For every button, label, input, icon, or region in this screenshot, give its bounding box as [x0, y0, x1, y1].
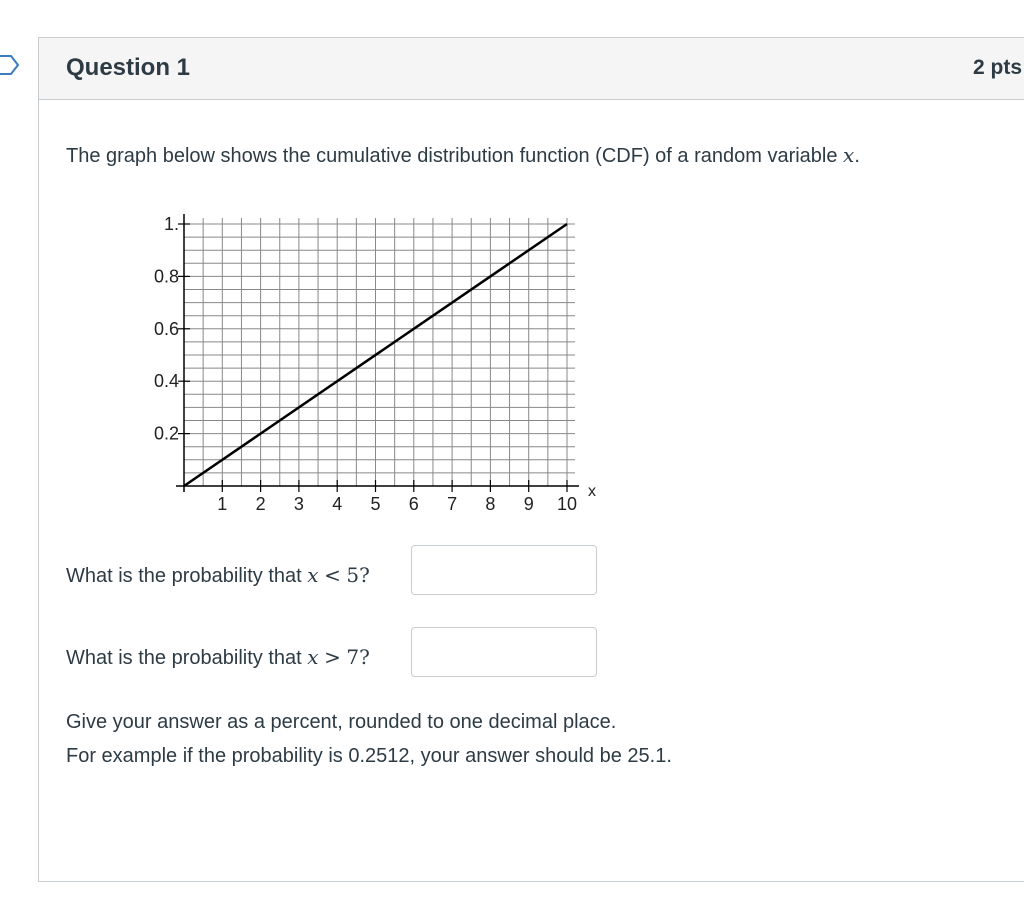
prompt-1-suffix: ? — [359, 563, 370, 587]
question-header — [39, 38, 1024, 100]
x-tick-label: 3 — [293, 494, 304, 514]
cdf-chart — [105, 213, 605, 533]
prompt-2-op: > — [324, 645, 341, 669]
bookmark-flag-icon[interactable] — [0, 54, 20, 76]
prompt-2-num: 7 — [346, 645, 360, 669]
prompt-1-num: 5 — [346, 563, 360, 587]
x-tick-label: 7 — [447, 494, 458, 514]
intro-variable: x — [843, 143, 855, 167]
prompt-2-prefix: What is the probability that — [66, 647, 302, 669]
instruction-line-1: Give your answer as a percent, rounded to one decimal place. — [66, 711, 617, 733]
question-prompt-1 — [66, 563, 370, 588]
y-tick-label: 0.6 — [153, 318, 179, 339]
question-prompt-2 — [66, 645, 370, 670]
y-tick-label: 0.4 — [153, 371, 179, 392]
y-tick-label: 0.2 — [153, 423, 179, 444]
x-tick-label: 5 — [370, 494, 381, 514]
prompt-2-var: x — [307, 645, 319, 669]
prompt-2-suffix: ? — [359, 645, 370, 669]
y-tick-label: 0.8 — [153, 266, 179, 287]
y-tick-label: 1. — [163, 214, 179, 234]
x-tick-label: 2 — [255, 494, 266, 514]
x-axis-label: x — [588, 483, 596, 500]
prompt-1-var: x — [307, 563, 319, 587]
answer-input-2[interactable] — [411, 627, 597, 677]
answer-input-1[interactable] — [411, 545, 597, 595]
instruction-line-2: For example if the probability is 0.2512, your answer should be 25.1. — [66, 745, 672, 767]
x-tick-label: 10 — [556, 494, 578, 514]
x-tick-label: 8 — [485, 494, 496, 514]
x-tick-label: 9 — [523, 494, 534, 514]
intro-text: The graph below shows the cumulative distribution function (CDF) of a random variable — [66, 145, 838, 167]
x-tick-label: 6 — [408, 494, 419, 514]
question-card — [38, 37, 1024, 882]
x-tick-label: 1 — [217, 494, 228, 514]
question-intro — [66, 143, 860, 168]
prompt-1-prefix: What is the probability that — [66, 565, 302, 587]
question-title: Question 1 — [66, 54, 191, 81]
intro-end: . — [854, 145, 860, 167]
question-points: 2 pts — [973, 56, 1023, 79]
x-tick-label: 4 — [332, 494, 343, 514]
prompt-1-op: < — [324, 563, 341, 587]
